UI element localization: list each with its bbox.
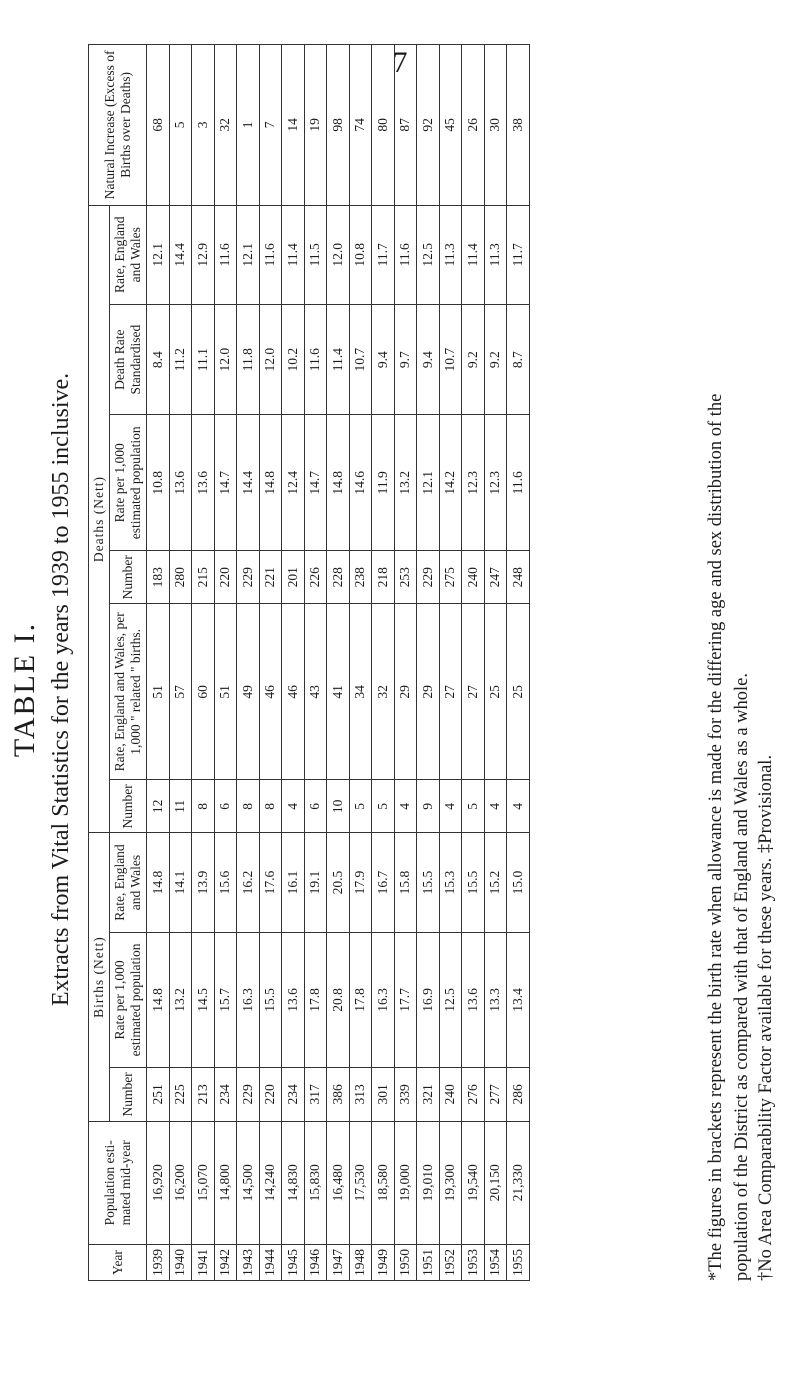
cell-year: 1944 <box>259 1245 282 1281</box>
cell-infant-rate: 46 <box>259 604 282 780</box>
table-row <box>394 45 417 1281</box>
cell-infant-rate: 25 <box>507 604 530 780</box>
cell-natural-increase: 19 <box>304 45 327 206</box>
cell-deaths-ew: 14.4 <box>169 205 192 304</box>
table-row <box>259 45 282 1281</box>
cell-births-number: 321 <box>417 1068 440 1121</box>
cell-infant-rate: 29 <box>417 604 440 780</box>
cell-births-number: 213 <box>192 1068 215 1121</box>
cell-births-ew: 15.3 <box>439 833 462 932</box>
table-row <box>439 45 462 1281</box>
cell-births-rate: 13.6 <box>282 932 305 1068</box>
table-row <box>484 45 507 1281</box>
table-row <box>237 45 260 1281</box>
table-row <box>192 45 215 1281</box>
cell-births-rate: 17.8 <box>349 932 372 1068</box>
cell-year: 1941 <box>192 1245 215 1281</box>
cell-births-rate: 14.8 <box>147 932 170 1068</box>
cell-population: 19,540 <box>462 1121 485 1244</box>
cell-deaths-ew: 11.3 <box>439 205 462 304</box>
cell-deaths-number: 275 <box>439 551 462 604</box>
cell-deaths-number: 215 <box>192 551 215 604</box>
cell-births-number: 225 <box>169 1068 192 1121</box>
cell-births-ew: 15.5 <box>417 833 440 932</box>
cell-infant-rate: 29 <box>394 604 417 780</box>
cell-births-number: 240 <box>439 1068 462 1121</box>
cell-deaths-rate: 13.6 <box>169 415 192 551</box>
cell-births-rate: 16.9 <box>417 932 440 1068</box>
cell-year: 1954 <box>484 1245 507 1281</box>
cell-population: 14,500 <box>237 1121 260 1244</box>
cell-births-ew: 15.8 <box>394 833 417 932</box>
cell-births-ew: 13.9 <box>192 833 215 932</box>
cell-deaths-number: 248 <box>507 551 530 604</box>
cell-year: 1940 <box>169 1245 192 1281</box>
cell-natural-increase: 45 <box>439 45 462 206</box>
cell-infant-rate: 51 <box>147 604 170 780</box>
cell-year: 1952 <box>439 1245 462 1281</box>
cell-births-number: 220 <box>259 1068 282 1121</box>
cell-population: 19,000 <box>394 1121 417 1244</box>
cell-births-number: 317 <box>304 1068 327 1121</box>
cell-births-ew: 16.1 <box>282 833 305 932</box>
cell-natural-increase: 26 <box>462 45 485 206</box>
cell-deaths-number: 247 <box>484 551 507 604</box>
cell-births-ew: 15.5 <box>462 833 485 932</box>
header-under1-number: Number <box>110 780 147 833</box>
footnote-brackets: *The figures in brackets represent the birth rate when allowance is made for the differing age and sex distribution of the <box>706 393 726 1281</box>
footnote-brackets-cont: population of the District as compared with that of England and Wales as a whole. <box>732 673 752 1281</box>
table-row <box>417 45 440 1281</box>
header-deaths-number: Number <box>110 551 147 604</box>
cell-year: 1943 <box>237 1245 260 1281</box>
cell-infant-deaths: 5 <box>349 780 372 833</box>
cell-births-rate: 17.8 <box>304 932 327 1068</box>
table-row <box>462 45 485 1281</box>
cell-deaths-rate: 14.6 <box>349 415 372 551</box>
table-row <box>147 45 170 1281</box>
cell-infant-rate: 27 <box>462 604 485 780</box>
cell-natural-increase: 30 <box>484 45 507 206</box>
cell-deaths-rate: 14.7 <box>304 415 327 551</box>
cell-births-number: 277 <box>484 1068 507 1121</box>
cell-infant-rate: 34 <box>349 604 372 780</box>
cell-births-ew: 17.9 <box>349 833 372 932</box>
cell-deaths-rate: 14.8 <box>327 415 350 551</box>
cell-deaths-ew: 11.7 <box>372 205 395 304</box>
cell-year: 1950 <box>394 1245 417 1281</box>
header-death-rate-std: Death Rate Standardised <box>110 304 147 415</box>
cell-population: 19,010 <box>417 1121 440 1244</box>
cell-deaths-ew: 12.0 <box>327 205 350 304</box>
cell-infant-rate: 25 <box>484 604 507 780</box>
cell-natural-increase: 68 <box>147 45 170 206</box>
cell-deaths-number: 229 <box>237 551 260 604</box>
cell-births-number: 234 <box>214 1068 237 1121</box>
cell-year: 1948 <box>349 1245 372 1281</box>
cell-births-ew: 15.6 <box>214 833 237 932</box>
cell-births-rate: 12.5 <box>439 932 462 1068</box>
cell-deaths-rate: 12.3 <box>484 415 507 551</box>
header-births-rate: Rate per 1,000 estimated population <box>110 932 147 1068</box>
cell-births-rate: 13.6 <box>462 932 485 1068</box>
cell-deaths-number: 183 <box>147 551 170 604</box>
cell-deaths-rate: 14.7 <box>214 415 237 551</box>
cell-death-rate-std: 12.0 <box>259 304 282 415</box>
cell-births-ew: 20.5 <box>327 833 350 932</box>
cell-death-rate-std: 11.2 <box>169 304 192 415</box>
cell-births-rate: 16.3 <box>372 932 395 1068</box>
cell-population: 15,830 <box>304 1121 327 1244</box>
cell-year: 1953 <box>462 1245 485 1281</box>
header-deaths-rate: Rate per 1,000 estimated population <box>110 415 147 551</box>
cell-deaths-ew: 10.8 <box>349 205 372 304</box>
cell-natural-increase: 1 <box>237 45 260 206</box>
cell-infant-deaths: 12 <box>147 780 170 833</box>
cell-population: 15,070 <box>192 1121 215 1244</box>
cell-infant-rate: 60 <box>192 604 215 780</box>
cell-deaths-rate: 12.4 <box>282 415 305 551</box>
cell-deaths-ew: 11.7 <box>507 205 530 304</box>
cell-death-rate-std: 11.6 <box>304 304 327 415</box>
cell-deaths-rate: 12.3 <box>462 415 485 551</box>
cell-natural-increase: 14 <box>282 45 305 206</box>
cell-year: 1947 <box>327 1245 350 1281</box>
cell-deaths-ew: 12.1 <box>237 205 260 304</box>
cell-infant-rate: 43 <box>304 604 327 780</box>
cell-death-rate-std: 11.4 <box>327 304 350 415</box>
cell-births-ew: 15.0 <box>507 833 530 932</box>
cell-births-rate: 13.4 <box>507 932 530 1068</box>
header-natural-increase: Natural Increase (Excess of Births over Deaths) <box>89 45 147 206</box>
table-row <box>507 45 530 1281</box>
cell-population: 21,330 <box>507 1121 530 1244</box>
cell-infant-deaths: 4 <box>282 780 305 833</box>
cell-infant-rate: 57 <box>169 604 192 780</box>
cell-infant-deaths: 11 <box>169 780 192 833</box>
cell-deaths-rate: 14.8 <box>259 415 282 551</box>
cell-births-rate: 13.2 <box>169 932 192 1068</box>
cell-births-ew: 14.8 <box>147 833 170 932</box>
cell-infant-deaths: 5 <box>372 780 395 833</box>
cell-infant-deaths: 8 <box>237 780 260 833</box>
cell-infant-deaths: 6 <box>304 780 327 833</box>
cell-death-rate-std: 9.2 <box>484 304 507 415</box>
footnote-area-comparability: †No Area Comparability Factor available for these years. ‡Provisional. <box>756 754 776 1281</box>
cell-infant-deaths: 4 <box>484 780 507 833</box>
table-row <box>304 45 327 1281</box>
cell-births-rate: 20.8 <box>327 932 350 1068</box>
cell-infant-rate: 32 <box>372 604 395 780</box>
cell-natural-increase: 7 <box>259 45 282 206</box>
cell-death-rate-std: 10.7 <box>349 304 372 415</box>
cell-population: 17,530 <box>349 1121 372 1244</box>
cell-births-number: 286 <box>507 1068 530 1121</box>
cell-infant-rate: 27 <box>439 604 462 780</box>
cell-deaths-ew: 11.6 <box>214 205 237 304</box>
cell-year: 1946 <box>304 1245 327 1281</box>
cell-deaths-ew: 11.6 <box>259 205 282 304</box>
cell-death-rate-std: 9.7 <box>394 304 417 415</box>
cell-deaths-rate: 14.2 <box>439 415 462 551</box>
cell-death-rate-std: 12.0 <box>214 304 237 415</box>
cell-year: 1955 <box>507 1245 530 1281</box>
cell-year: 1951 <box>417 1245 440 1281</box>
cell-infant-rate: 49 <box>237 604 260 780</box>
cell-population: 14,800 <box>214 1121 237 1244</box>
cell-births-number: 234 <box>282 1068 305 1121</box>
cell-deaths-number: 220 <box>214 551 237 604</box>
cell-infant-deaths: 8 <box>259 780 282 833</box>
header-births-number: Number <box>110 1068 147 1121</box>
cell-death-rate-std: 8.4 <box>147 304 170 415</box>
cell-natural-increase: 3 <box>192 45 215 206</box>
cell-infant-deaths: 5 <box>462 780 485 833</box>
cell-deaths-ew: 11.3 <box>484 205 507 304</box>
cell-natural-increase: 74 <box>349 45 372 206</box>
cell-births-number: 276 <box>462 1068 485 1121</box>
cell-infant-rate: 51 <box>214 604 237 780</box>
cell-deaths-number: 229 <box>417 551 440 604</box>
cell-deaths-rate: 14.4 <box>237 415 260 551</box>
cell-births-ew: 16.2 <box>237 833 260 932</box>
cell-natural-increase: 38 <box>507 45 530 206</box>
cell-year: 1949 <box>372 1245 395 1281</box>
cell-births-number: 313 <box>349 1068 372 1121</box>
cell-infant-rate: 41 <box>327 604 350 780</box>
table-body <box>147 45 530 1281</box>
cell-natural-increase: 80 <box>372 45 395 206</box>
cell-natural-increase: 98 <box>327 45 350 206</box>
cell-deaths-number: 228 <box>327 551 350 604</box>
cell-deaths-number: 280 <box>169 551 192 604</box>
cell-deaths-number: 238 <box>349 551 372 604</box>
cell-infant-deaths: 8 <box>192 780 215 833</box>
cell-year: 1939 <box>147 1245 170 1281</box>
cell-infant-deaths: 6 <box>214 780 237 833</box>
cell-deaths-number: 226 <box>304 551 327 604</box>
cell-births-rate: 15.7 <box>214 932 237 1068</box>
cell-death-rate-std: 10.2 <box>282 304 305 415</box>
cell-natural-increase: 32 <box>214 45 237 206</box>
table-row <box>372 45 395 1281</box>
cell-death-rate-std: 9.4 <box>372 304 395 415</box>
cell-births-ew: 19.1 <box>304 833 327 932</box>
vital-statistics-table <box>88 44 530 1281</box>
cell-deaths-rate: 10.8 <box>147 415 170 551</box>
table-subtitle: Extracts from Vital Statistics for the years 1939 to 1955 inclusive. <box>48 372 74 1007</box>
cell-deaths-ew: 11.4 <box>282 205 305 304</box>
cell-births-number: 229 <box>237 1068 260 1121</box>
cell-births-number: 339 <box>394 1068 417 1121</box>
table-row <box>349 45 372 1281</box>
cell-births-ew: 14.1 <box>169 833 192 932</box>
cell-births-ew: 17.6 <box>259 833 282 932</box>
cell-deaths-ew: 11.4 <box>462 205 485 304</box>
cell-deaths-rate: 11.9 <box>372 415 395 551</box>
cell-infant-deaths: 10 <box>327 780 350 833</box>
cell-death-rate-std: 8.7 <box>507 304 530 415</box>
table-row <box>282 45 305 1281</box>
table-row <box>214 45 237 1281</box>
header-population: Population esti-mated mid-year <box>89 1121 147 1244</box>
cell-deaths-rate: 13.6 <box>192 415 215 551</box>
cell-death-rate-std: 10.7 <box>439 304 462 415</box>
cell-population: 16,200 <box>169 1121 192 1244</box>
cell-death-rate-std: 11.8 <box>237 304 260 415</box>
cell-natural-increase: 5 <box>169 45 192 206</box>
cell-deaths-ew: 11.5 <box>304 205 327 304</box>
cell-natural-increase: 87 <box>394 45 417 206</box>
table-title: TABLE I. <box>8 621 41 758</box>
page-number: 7 <box>392 46 408 79</box>
cell-population: 19,300 <box>439 1121 462 1244</box>
header-deaths: Deaths (Nett) <box>89 205 110 833</box>
table-row <box>327 45 350 1281</box>
cell-deaths-number: 221 <box>259 551 282 604</box>
header-under1-rate: Rate, England and Wales, per 1,000 " related " births. <box>110 604 147 780</box>
cell-deaths-ew: 12.5 <box>417 205 440 304</box>
cell-death-rate-std: 9.2 <box>462 304 485 415</box>
cell-births-rate: 17.7 <box>394 932 417 1068</box>
header-deaths-ew: Rate, England and Wales <box>110 205 147 304</box>
cell-population: 16,920 <box>147 1121 170 1244</box>
cell-births-number: 251 <box>147 1068 170 1121</box>
cell-population: 20,150 <box>484 1121 507 1244</box>
cell-deaths-number: 201 <box>282 551 305 604</box>
cell-deaths-rate: 12.1 <box>417 415 440 551</box>
cell-population: 18,580 <box>372 1121 395 1244</box>
cell-natural-increase: 92 <box>417 45 440 206</box>
cell-births-rate: 15.5 <box>259 932 282 1068</box>
cell-deaths-ew: 12.1 <box>147 205 170 304</box>
cell-deaths-number: 240 <box>462 551 485 604</box>
cell-infant-deaths: 4 <box>507 780 530 833</box>
header-births-ew: Rate, England and Wales <box>110 833 147 932</box>
cell-births-ew: 16.7 <box>372 833 395 932</box>
cell-infant-rate: 46 <box>282 604 305 780</box>
cell-deaths-number: 253 <box>394 551 417 604</box>
cell-infant-deaths: 4 <box>394 780 417 833</box>
cell-deaths-rate: 13.2 <box>394 415 417 551</box>
cell-infant-deaths: 9 <box>417 780 440 833</box>
table-row <box>169 45 192 1281</box>
cell-year: 1942 <box>214 1245 237 1281</box>
cell-births-number: 386 <box>327 1068 350 1121</box>
cell-death-rate-std: 9.4 <box>417 304 440 415</box>
cell-births-number: 301 <box>372 1068 395 1121</box>
cell-deaths-ew: 12.9 <box>192 205 215 304</box>
cell-births-rate: 16.3 <box>237 932 260 1068</box>
cell-births-ew: 15.2 <box>484 833 507 932</box>
cell-births-rate: 14.5 <box>192 932 215 1068</box>
cell-deaths-number: 218 <box>372 551 395 604</box>
cell-population: 14,830 <box>282 1121 305 1244</box>
cell-infant-deaths: 4 <box>439 780 462 833</box>
cell-population: 16,480 <box>327 1121 350 1244</box>
cell-death-rate-std: 11.1 <box>192 304 215 415</box>
cell-year: 1945 <box>282 1245 305 1281</box>
cell-births-rate: 13.3 <box>484 932 507 1068</box>
header-births: Births (Nett) <box>89 833 110 1121</box>
cell-population: 14,240 <box>259 1121 282 1244</box>
cell-deaths-ew: 11.6 <box>394 205 417 304</box>
header-year: Year <box>89 1245 147 1281</box>
cell-deaths-rate: 11.6 <box>507 415 530 551</box>
